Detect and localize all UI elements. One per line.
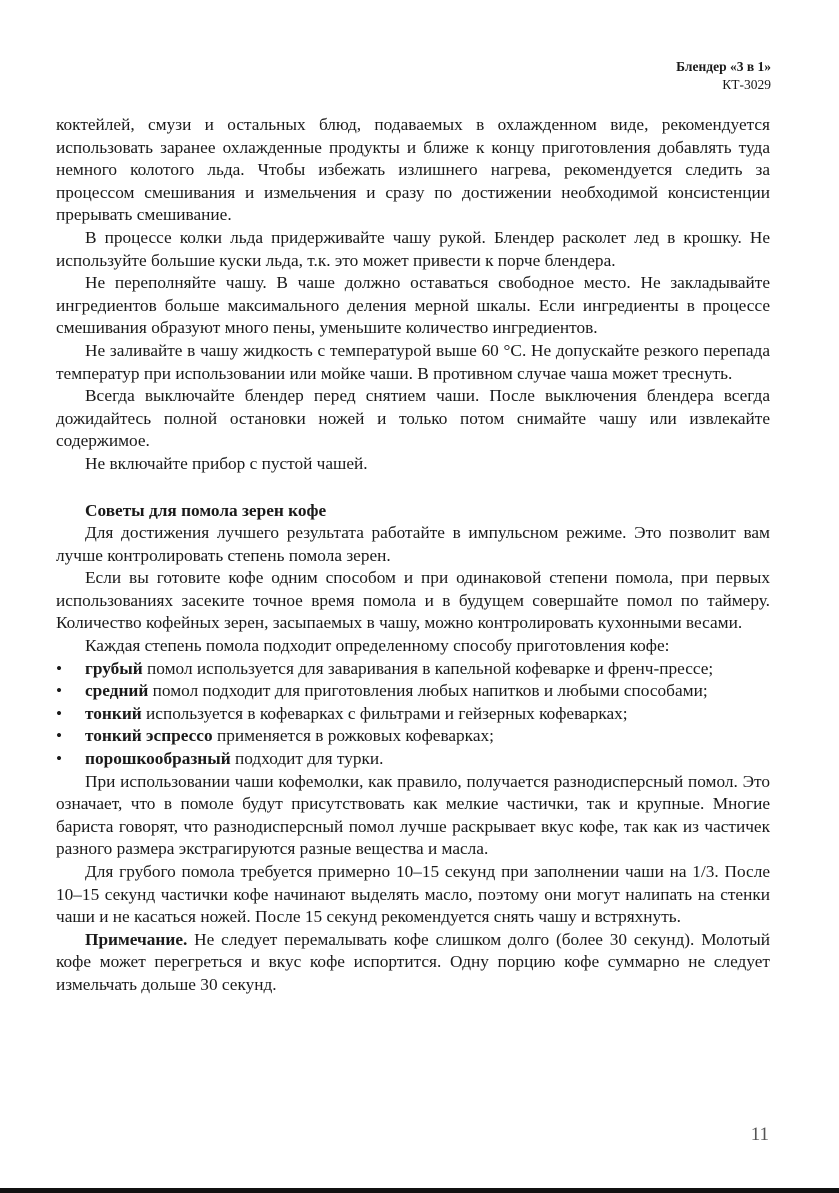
paragraph: Всегда выключайте блендер перед снятием чаши. После выключения блендера всегда дожидайтесь полной остановки ножей и только потом снимайте чашу или извлекайте содержимое.: [56, 386, 770, 451]
product-title: Блендер «3 в 1»: [676, 59, 771, 74]
list-item: [56, 658, 770, 681]
bottom-edge-rule: [0, 1188, 839, 1193]
grind-description: применяется в рожковых кофеварках;: [212, 726, 494, 746]
bullet-marker: •: [56, 726, 63, 746]
grind-description: подходит для турки.: [230, 749, 384, 769]
grind-description: помол используется для заваривания в капельной кофеварке и френч-прессе;: [142, 658, 714, 678]
bullet-marker: •: [56, 658, 63, 678]
page-number: 11: [750, 1124, 769, 1145]
section-heading: Советы для помола зерен кофе: [85, 500, 327, 520]
list-item: [56, 725, 770, 748]
note-text: Не следует перемалывать кофе слишком долго (более 30 секунд). Молотый кофе может перегреться и вкус кофе испортится. Одну порцию кофе суммарно не следует измельчать дольше 30 секунд.: [56, 929, 770, 994]
paragraph: Каждая степень помола подходит определенному способу приготовления кофе:: [85, 636, 670, 656]
bullet-marker: •: [56, 749, 63, 769]
product-model-code: КТ-3029: [722, 77, 771, 92]
list-item: [56, 748, 770, 771]
paragraph: В процессе колки льда придерживайте чашу рукой. Блендер расколет лед в крошку. Не используйте большие куски льда, т.к. это может привести к порче блендера.: [56, 227, 770, 270]
note-paragraph: [56, 929, 770, 997]
paragraph-continued: коктейлей, смузи и остальных блюд, подаваемых в охлажденном виде, рекомендуется использовать заранее охлажденные продукты и ближе к концу приготовления добавлять туда немного колотого льда. Чтобы избежать излишнего нагрева, рекомендуется следить за процессом смешивания и измельчения и сразу по достижении необходимой консистенции прерывать смешивание.: [56, 115, 770, 225]
bullet-marker: •: [56, 703, 63, 723]
grind-term: грубый: [85, 658, 143, 678]
paragraph: При использовании чаши кофемолки, как правило, получается разнодисперсный помол. Это означает, что в помоле будут присутствовать как мелкие частички, так и крупные. Многие бариста говорят, что разнодисперсный помол лучше раскрывает вкус кофе, так как из частичек разного размера экстрагируются разные вещества и масла.: [56, 771, 770, 859]
paragraph: Не включайте прибор с пустой чашей.: [85, 453, 368, 473]
grind-description: помол подходит для приготовления любых напитков и любыми способами;: [148, 681, 708, 701]
grind-description: используется в кофеварках с фильтрами и гейзерных кофеварках;: [141, 703, 628, 723]
paragraph: Для достижения лучшего результата работайте в импульсном режиме. Это позволит вам лучше контролировать степень помола зерен.: [56, 523, 770, 565]
paragraph: Для грубого помола требуется примерно 10–15 секунд при заполнении чаши на 1/3. После 10–15 секунд частички кофе начинают выделять масло, поэтому они могут налипать на стенки чаши и не касаться ножей. После 15 секунд рекомендуется снять чашу и встряхнуть.: [56, 862, 770, 927]
grind-term: средний: [85, 681, 149, 701]
grind-term: тонкий эспрессо: [85, 726, 213, 746]
bullet-marker: •: [56, 681, 63, 701]
note-label: Примечание.: [85, 929, 188, 949]
paragraph: Не заливайте в чашу жидкость с температурой выше 60 °С. Не допускайте резкого перепада температур при использовании или мойке чаши. В противном случае чаша может треснуть.: [56, 340, 770, 383]
grind-levels-list: [56, 658, 770, 771]
paragraph: Не переполняйте чашу. В чаше должно оставаться свободное место. Не закладывайте ингредиентов больше максимального деления мерной шкалы. Если ингредиенты в процессе смешивания образуют много пены, уменьшите количество ингредиентов.: [56, 273, 770, 338]
grind-term: порошкообразный: [85, 749, 231, 769]
page-header: [676, 58, 771, 94]
grind-term: тонкий: [85, 703, 142, 723]
list-item: [56, 680, 770, 703]
page-body: [56, 114, 770, 997]
paragraph: Если вы готовите кофе одним способом и при одинаковой степени помола, при первых использованиях засеките точное время помола и в будущем совершайте помол по таймеру. Количество кофейных зерен, засыпаемых в чашу, можно контролировать кухонными весами.: [56, 568, 770, 633]
section-spacer: [56, 476, 770, 500]
list-item: [56, 703, 770, 726]
